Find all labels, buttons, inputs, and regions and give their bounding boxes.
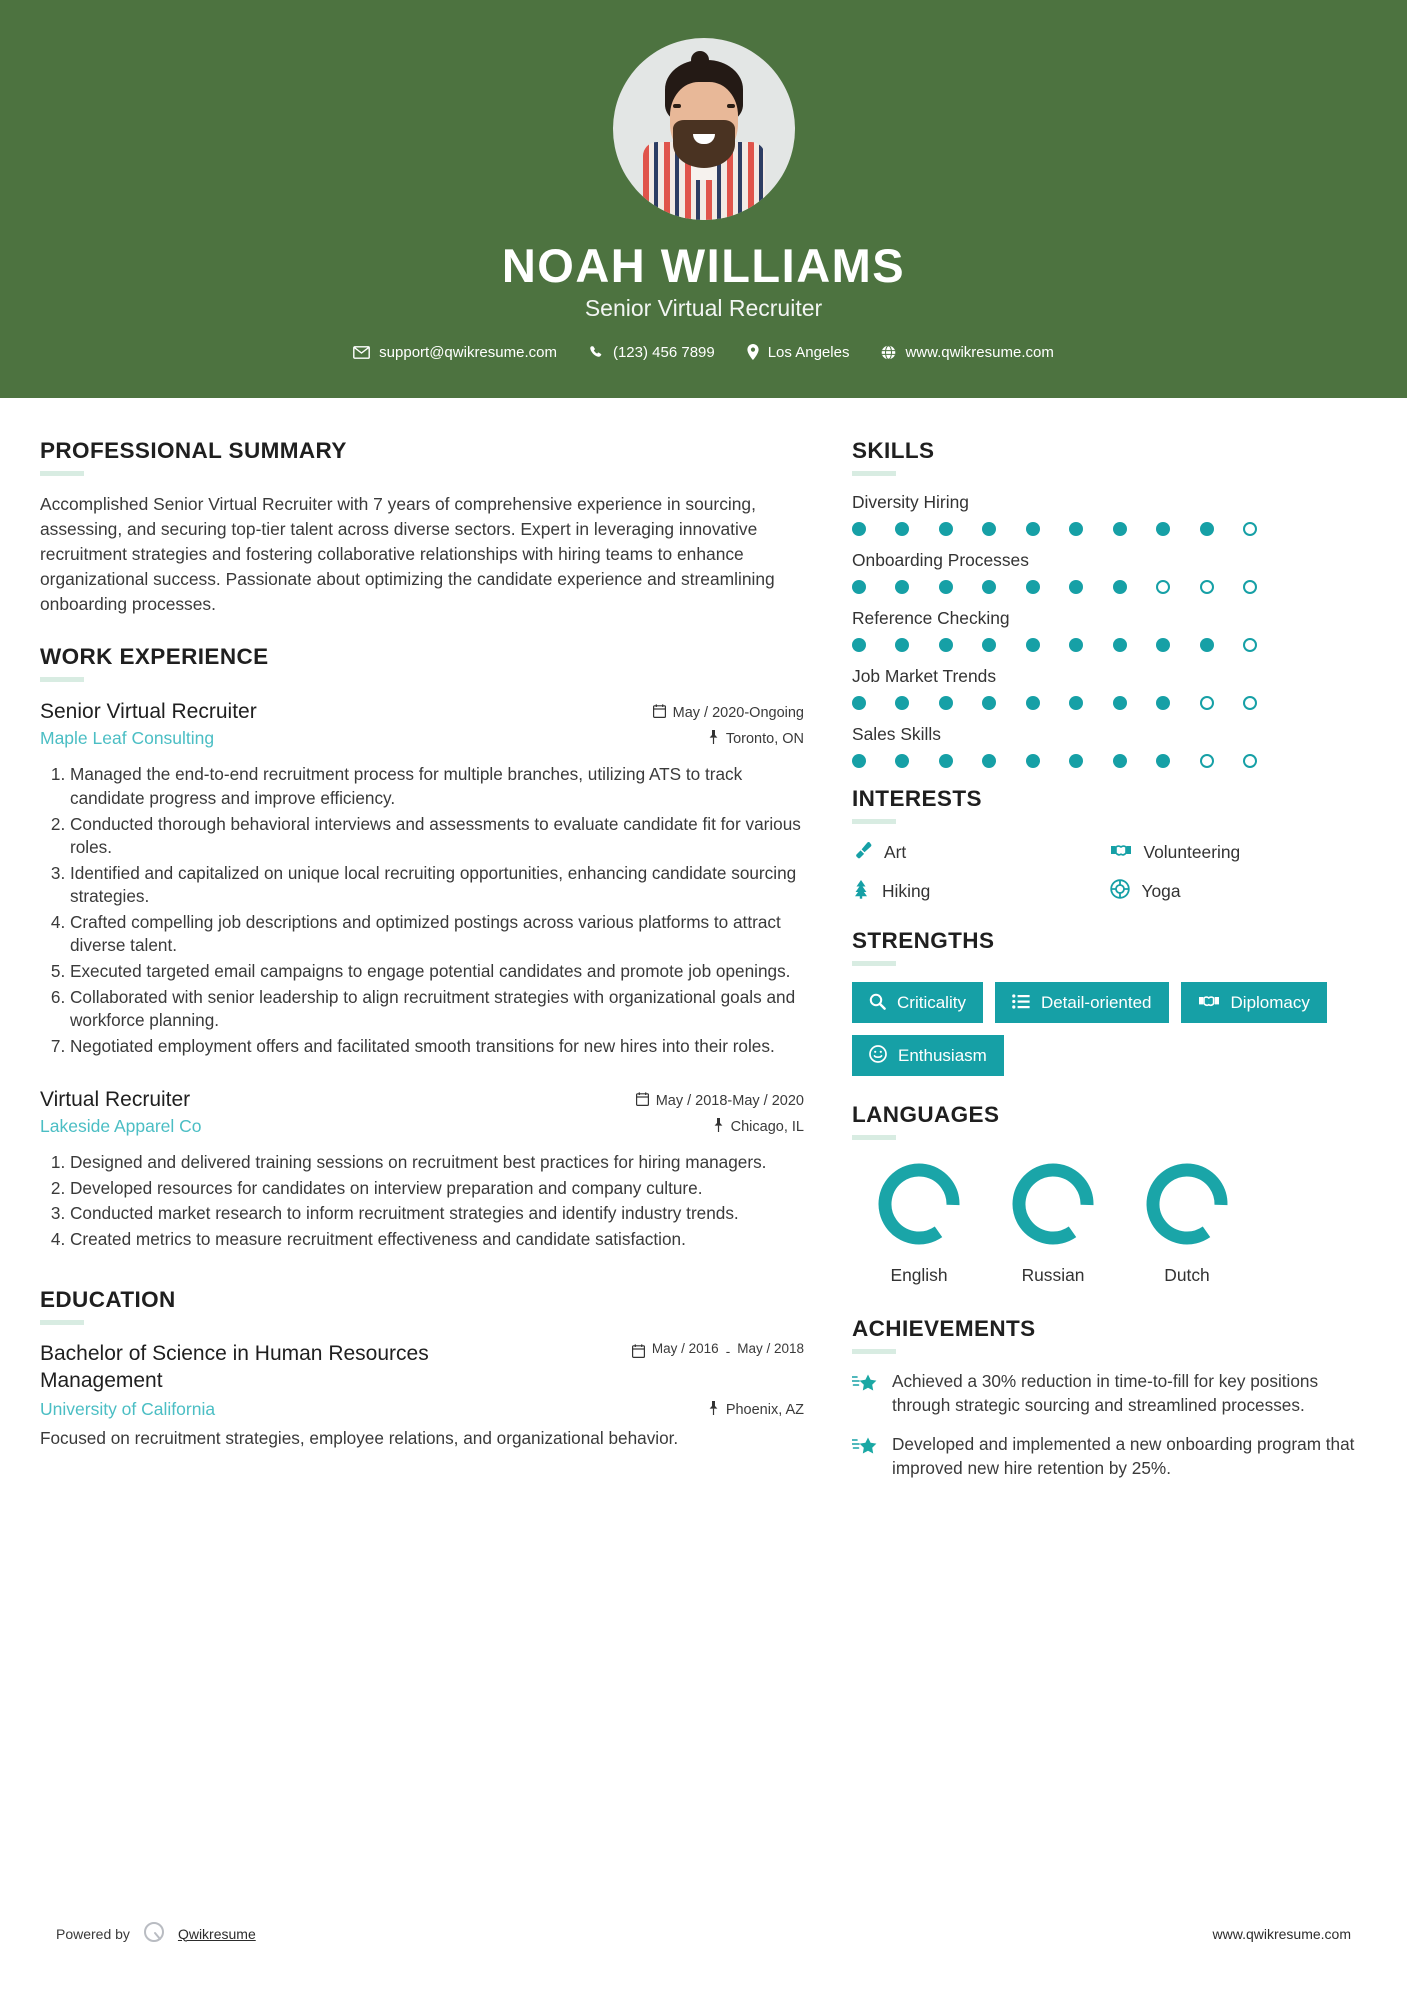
strengths-list (852, 982, 1367, 1076)
job-bullet: 6. Collaborated with senior leadership to align recruitment strategies with organizational goals and workforce planning. (70, 986, 804, 1033)
section-rule (852, 1135, 896, 1140)
job-location (713, 1118, 804, 1136)
job-bullet: 1. Designed and delivered training sessions on recruitment best practices for hiring managers. (70, 1151, 804, 1175)
powered-by-block (56, 1919, 256, 1948)
interest-item (852, 840, 1110, 865)
language-label: Russian (1021, 1265, 1085, 1285)
interest-label: Art (884, 842, 907, 862)
pushpin-icon (708, 1401, 719, 1419)
education-date-dash: - (725, 1343, 731, 1359)
skill-rating (852, 580, 1257, 594)
skill-dot (895, 638, 909, 652)
contact-location-text: Los Angeles (767, 343, 850, 361)
right-column (840, 398, 1367, 1496)
pushpin-icon (708, 730, 719, 748)
job-location-text: Toronto, ON (725, 731, 804, 748)
pushpin-icon (713, 1118, 724, 1136)
avatar-eye-left (673, 104, 681, 108)
job-header (40, 700, 804, 724)
strength-label: Enthusiasm (898, 1046, 987, 1065)
section-title-summary: PROFESSIONAL SUMMARY (40, 438, 347, 463)
skill-dot (1026, 696, 1040, 710)
smiley-icon (869, 1045, 887, 1066)
skill-dot (1069, 696, 1083, 710)
skill-dot (895, 696, 909, 710)
job-subheader (40, 728, 804, 749)
job-title: Senior Virtual Recruiter (40, 700, 257, 724)
job-header (40, 1088, 804, 1112)
section-languages (852, 1102, 1367, 1286)
job-bullet: 2. Conducted thorough behavioral interviews and assessments to evaluate candidate fit for various roles. (70, 813, 804, 860)
calendar-icon (653, 704, 666, 722)
education-school: University of California (40, 1399, 216, 1420)
skill-dot (1243, 522, 1257, 536)
skill-dot (852, 754, 866, 768)
skill-dot (1200, 754, 1214, 768)
skill-label: Diversity Hiring (852, 492, 969, 512)
skill-dot (939, 522, 953, 536)
search-icon (869, 993, 886, 1013)
skill-dot (1243, 638, 1257, 652)
powered-by-label: Powered by (56, 1925, 130, 1942)
section-work-experience (40, 644, 804, 1251)
skill-label: Onboarding Processes (852, 550, 1029, 570)
shooting-star-icon (852, 1373, 878, 1417)
job-dates (653, 704, 804, 722)
skill-dot (895, 754, 909, 768)
strength-chip-enthusiasm[interactable] (852, 1035, 1004, 1076)
skill-rating (852, 522, 1257, 536)
language-ring (871, 1156, 967, 1252)
calendar-icon (636, 1092, 649, 1110)
language-label: English (890, 1265, 948, 1285)
language-label: Dutch (1164, 1265, 1210, 1285)
contact-email-text: support@qwikresume.com (379, 343, 557, 361)
job-dates (636, 1092, 804, 1110)
skill-item (852, 666, 1367, 710)
candidate-role: Senior Virtual Recruiter (584, 294, 823, 321)
skill-dot (982, 522, 996, 536)
skill-dot (1069, 638, 1083, 652)
job-subheader (40, 1116, 804, 1137)
skill-dot (852, 696, 866, 710)
interest-item (1110, 840, 1368, 865)
job-bullet: 4. Crafted compelling job descriptions and optimized postings across various platforms to attract diverse talent. (70, 911, 804, 958)
contact-location[interactable] (731, 344, 866, 361)
calendar-icon (632, 1344, 645, 1361)
interest-label: Yoga (1141, 881, 1181, 901)
skill-dot (895, 522, 909, 536)
section-rule (852, 1349, 896, 1354)
strength-label: Criticality (897, 993, 966, 1012)
education-date-end: May / 2018 (737, 1341, 804, 1357)
achievement-item (852, 1370, 1367, 1417)
strength-chip-detail-oriented[interactable] (995, 982, 1169, 1023)
skill-dot (1156, 638, 1170, 652)
section-rule (40, 677, 84, 682)
skill-dot (939, 580, 953, 594)
job-location-text: Chicago, IL (730, 1119, 804, 1136)
avatar-beard (673, 120, 735, 168)
envelope-icon (353, 346, 370, 359)
lifebuoy-icon (1110, 879, 1130, 904)
resume-header (0, 0, 1407, 398)
resume-footer (0, 1919, 1407, 1948)
strength-label: Diplomacy (1230, 993, 1310, 1012)
languages-list (852, 1156, 1367, 1286)
education-dates (632, 1341, 804, 1361)
skill-dot (982, 638, 996, 652)
skill-rating (852, 638, 1257, 652)
contact-website[interactable] (865, 344, 1069, 361)
strength-chip-criticality[interactable] (852, 982, 983, 1023)
interest-item (852, 879, 1110, 904)
contact-phone-text: (123) 456 7899 (612, 343, 715, 361)
job-company: Maple Leaf Consulting (40, 728, 215, 749)
skill-dot (939, 754, 953, 768)
skill-dot (895, 580, 909, 594)
handshake-icon (1198, 992, 1220, 1013)
interest-item (1110, 879, 1368, 904)
education-location-text: Phoenix, AZ (725, 1402, 804, 1419)
skill-dot (1113, 638, 1127, 652)
skill-rating (852, 754, 1257, 768)
phone-icon (589, 345, 604, 360)
qwikresume-logo-icon (141, 1919, 167, 1948)
skill-item (852, 608, 1367, 652)
skill-rating (852, 696, 1257, 710)
language-ring (1005, 1156, 1101, 1252)
qwikresume-link[interactable]: Qwikresume (177, 1925, 256, 1942)
section-title-education: EDUCATION (40, 1287, 176, 1313)
job-bullet: 7. Negotiated employment offers and facilitated smooth transitions for new hires into their roles. (70, 1035, 804, 1059)
skill-label: Job Market Trends (852, 666, 997, 686)
contact-website-text: www.qwikresume.com (905, 343, 1054, 361)
job-dates-text: May / 2018-May / 2020 (655, 1093, 804, 1110)
skill-item (852, 492, 1367, 536)
section-title-interests: INTERESTS (852, 786, 982, 811)
skill-dot (1200, 522, 1214, 536)
handshake-icon (1110, 840, 1132, 865)
education-subheader (40, 1399, 804, 1420)
interest-label: Volunteering (1143, 842, 1241, 862)
avatar-eye-right (727, 104, 735, 108)
skill-dot (1200, 638, 1214, 652)
education-header (40, 1341, 804, 1394)
section-rule (852, 819, 896, 824)
skill-dot (1026, 580, 1040, 594)
skill-item (852, 550, 1367, 594)
education-date-start: May / 2016 (651, 1341, 719, 1357)
skill-dot (1113, 522, 1127, 536)
candidate-name: NOAH WILLIAMS (501, 239, 906, 292)
summary-text: Accomplished Senior Virtual Recruiter with 7 years of comprehensive experience in sourcing, assessing, and securing top-tier talent across diverse sectors. Expert in leveraging innovative recruitment strategies and fostering collaborative relationships with hiring teams to enhance organizational success. Passionate about optimizing the candidate experience and streamlining onboarding processes. (40, 494, 775, 614)
section-skills (852, 438, 1367, 768)
skill-dot (1243, 754, 1257, 768)
section-rule (852, 471, 896, 476)
job-bullet: 1. Managed the end-to-end recruitment process for multiple branches, utilizing ATS to track candidate progress and improve efficiency. (70, 763, 804, 810)
achievement-text: Developed and implemented a new onboarding program that improved new hire retention by 25%. (892, 1434, 1355, 1478)
contact-row (0, 344, 1407, 361)
job-bullet: 5. Executed targeted email campaigns to engage potential candidates and promote job openings. (70, 960, 804, 984)
contact-email[interactable] (337, 344, 573, 361)
job-bullet: 2. Developed resources for candidates on interview preparation and company culture. (70, 1177, 804, 1201)
job-title: Virtual Recruiter (40, 1088, 191, 1112)
section-achievements (852, 1316, 1367, 1480)
job-bullets (40, 763, 804, 1058)
interest-label: Hiking (882, 881, 931, 901)
job-bullet: 3. Conducted market research to inform recruitment strategies and identify industry trends. (70, 1202, 804, 1226)
education-entry (40, 1341, 804, 1450)
skill-dot (1026, 638, 1040, 652)
education-degree: Bachelor of Science in Human Resources Management (40, 1342, 429, 1392)
skill-dot (1243, 696, 1257, 710)
education-description: Focused on recruitment strategies, employee relations, and organizational behavior. (40, 1428, 679, 1449)
skill-item (852, 724, 1367, 768)
language-item (852, 1156, 986, 1286)
language-ring (1139, 1156, 1235, 1252)
tree-icon (852, 879, 870, 904)
job-bullet: 3. Identified and capitalized on unique local recruiting opportunities, enhancing candidate sourcing strategies. (70, 862, 804, 909)
section-title-languages: LANGUAGES (852, 1102, 1000, 1127)
skill-dot (1113, 580, 1127, 594)
skill-dot (1113, 696, 1127, 710)
skill-dot (1156, 696, 1170, 710)
skill-dot (1200, 696, 1214, 710)
section-title-achievements: ACHIEVEMENTS (852, 1316, 1036, 1341)
skill-dot (982, 696, 996, 710)
skill-dot (1156, 580, 1170, 594)
job-bullet: 4. Created metrics to measure recruitment effectiveness and candidate satisfaction. (70, 1228, 804, 1252)
section-rule (852, 961, 896, 966)
skills-list (852, 492, 1367, 768)
skill-dot (982, 754, 996, 768)
skill-dot (852, 580, 866, 594)
section-title-skills: SKILLS (852, 438, 935, 463)
resume-body (0, 398, 1407, 1496)
section-rule (40, 471, 84, 476)
skill-dot (939, 696, 953, 710)
strength-chip-diplomacy[interactable] (1181, 982, 1327, 1023)
section-professional-summary (40, 438, 804, 616)
map-pin-icon (747, 344, 759, 360)
language-item (986, 1156, 1120, 1286)
education-location (708, 1401, 804, 1419)
job-bullets (40, 1151, 804, 1251)
paintbrush-icon (852, 840, 872, 865)
language-item (1120, 1156, 1254, 1286)
achievement-item (852, 1433, 1367, 1480)
skill-dot (852, 638, 866, 652)
left-column (40, 398, 840, 1496)
skill-dot (852, 522, 866, 536)
skill-dot (1026, 754, 1040, 768)
skill-label: Sales Skills (852, 724, 941, 744)
skill-dot (1069, 522, 1083, 536)
skill-dot (1113, 754, 1127, 768)
section-education (40, 1287, 804, 1450)
footer-website-url: www.qwikresume.com (1212, 1925, 1351, 1942)
job-entry (40, 700, 804, 1058)
skill-dot (1156, 754, 1170, 768)
skill-dot (939, 638, 953, 652)
list-icon (1012, 994, 1030, 1012)
section-rule (40, 1320, 84, 1325)
skill-dot (982, 580, 996, 594)
job-entry (40, 1088, 804, 1251)
skill-dot (1026, 522, 1040, 536)
section-strengths (852, 928, 1367, 1076)
skill-dot (1200, 580, 1214, 594)
skill-dot (1243, 580, 1257, 594)
job-company: Lakeside Apparel Co (40, 1116, 202, 1137)
section-title-strengths: STRENGTHS (852, 928, 995, 953)
strength-label: Detail-oriented (1040, 993, 1152, 1012)
section-title-work: WORK EXPERIENCE (40, 644, 269, 670)
contact-phone[interactable] (573, 344, 731, 361)
interests-grid (852, 840, 1367, 904)
skill-dot (1156, 522, 1170, 536)
avatar (613, 38, 795, 220)
globe-icon (881, 345, 896, 360)
skill-label: Reference Checking (852, 608, 1010, 628)
job-location (708, 730, 804, 748)
skill-dot (1069, 580, 1083, 594)
job-dates-text: May / 2020-Ongoing (672, 705, 804, 722)
achievement-text: Achieved a 30% reduction in time-to-fill for key positions through strategic sourcing and streamlined processes. (892, 1371, 1319, 1415)
shooting-star-icon (852, 1436, 878, 1480)
skill-dot (1069, 754, 1083, 768)
section-interests (852, 786, 1367, 904)
